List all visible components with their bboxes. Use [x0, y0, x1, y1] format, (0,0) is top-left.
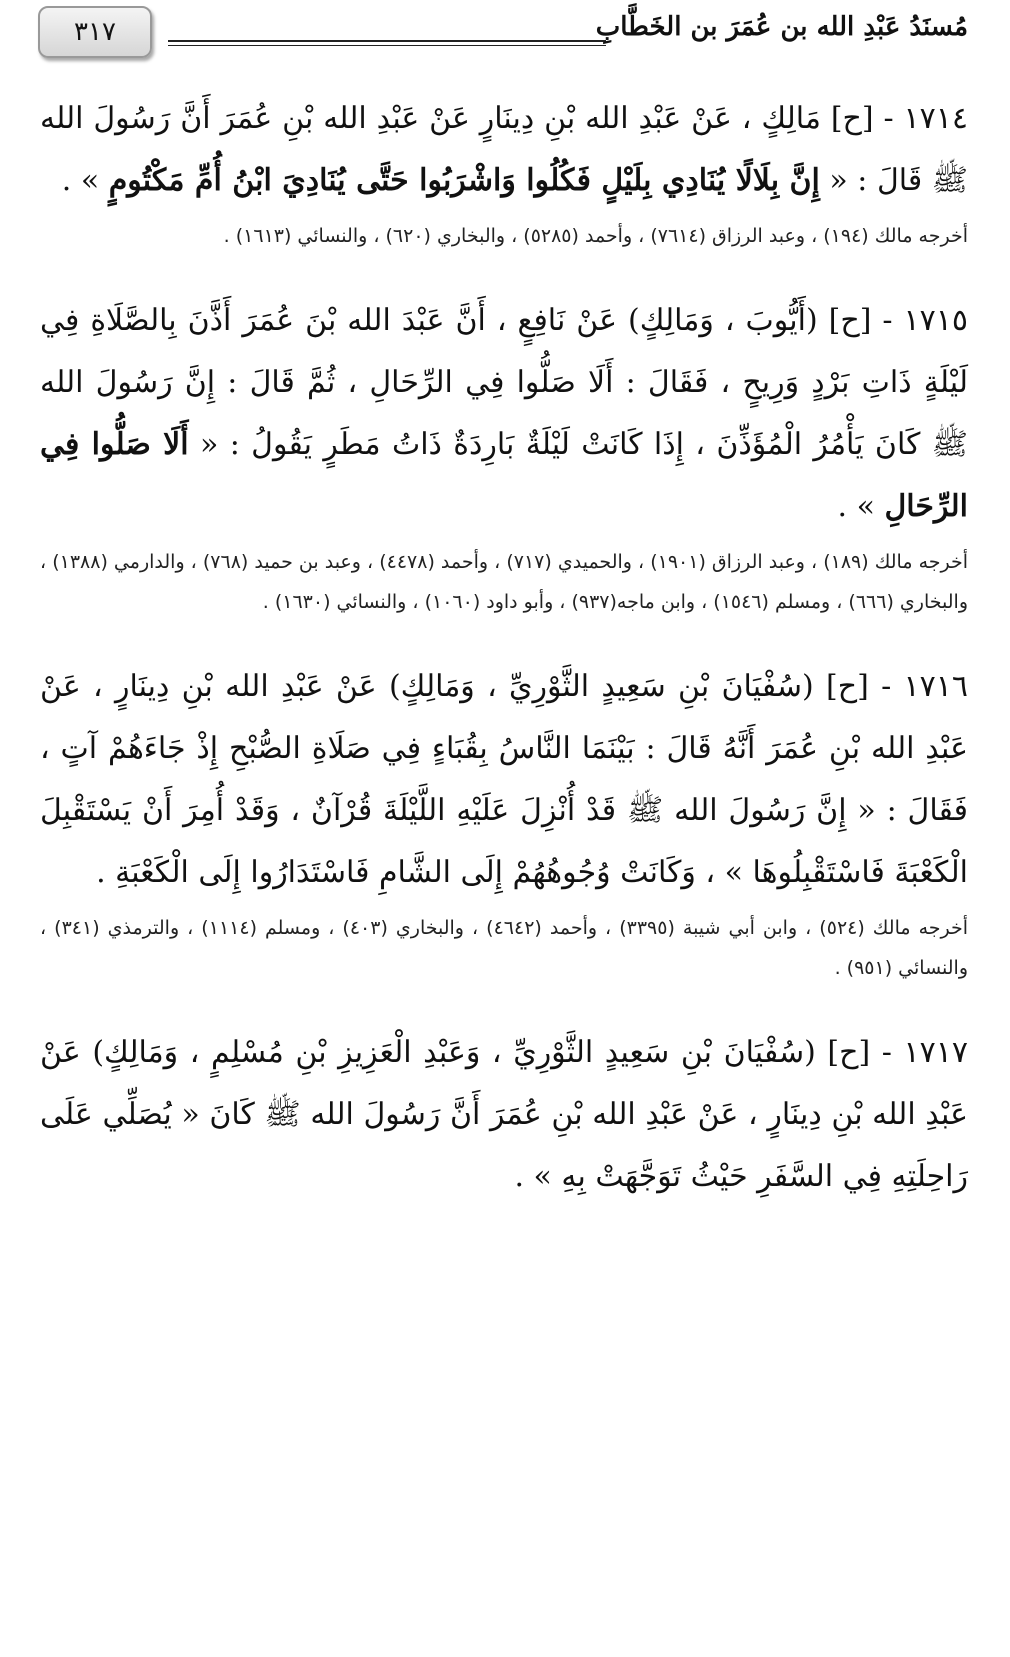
hadith-text: [40, 290, 968, 538]
hadith-text: [40, 656, 968, 904]
hadith-text-after: » .: [837, 489, 885, 524]
page-header: [38, 6, 968, 62]
running-title: مُسنَدُ عَبْدِ الله بن عُمَرَ بن الخَطَّابِ: [595, 12, 968, 42]
page-content: [40, 88, 968, 1242]
page-number-badge: ٣١٧: [38, 6, 152, 58]
hadith-1714: [40, 88, 968, 256]
hadith-text-before: ١٧١٥ - [ح] (أَيُّوبَ ، وَمَالِكٍ) عَنْ نَافِعٍ ، أَنَّ عَبْدَ الله بْنَ عُمَرَ أَذَّنَ بِالصَّلَاةِ فِي لَيْلَةٍ ذَاتِ بَرْدٍ وَرِيحٍ ، فَقَالَ : أَلَا صَلُّوا فِي الرِّحَالِ ، ثُمَّ قَالَ : إِنَّ رَسُولَ الله ﷺ كَانَ يَأْمُرُ الْمُؤَذِّنَ ، إِذَا كَانَتْ لَيْلَةٌ بَارِدَةٌ ذَاتُ مَطَرٍ يَقُولُ : «: [40, 303, 968, 462]
hadith-quote: أَلَا صَلُّوا فِي الرِّحَالِ: [40, 427, 968, 524]
hadith-quote: إِنَّ بِلَالًا يُنَادِي بِلَيْلٍ فَكُلُوا وَاشْرَبُوا حَتَّى يُنَادِيَ ابْنُ أُمِّ مَكْتُومٍ: [108, 163, 820, 198]
header-rule: [168, 40, 606, 46]
hadith-text: [40, 1022, 968, 1208]
takhrij-note: أخرجه مالك (١٩٤) ، وعبد الرزاق (٧٦١٤) ، وأحمد (٥٢٨٥) ، والبخاري (٦٢٠) ، والنسائي (١٦١٣) .: [223, 225, 968, 247]
hadith-text-before: ١٧١٧ - [ح] (سُفْيَانَ بْنِ سَعِيدٍ الثَّوْرِيِّ ، وَعَبْدِ الْعَزِيزِ بْنِ مُسْلِمٍ ، وَمَالِكٍ) عَنْ عَبْدِ الله بْنِ دِينَارٍ ، عَنْ عَبْدِ الله بْنِ عُمَرَ أَنَّ رَسُولَ الله ﷺ كَانَ « يُصَلِّي عَلَى رَاحِلَتِهِ فِي السَّفَرِ حَيْثُ تَوَجَّهَتْ بِهِ » .: [40, 1035, 968, 1194]
hadith-text-before: ١٧١٤ - [ح] مَالِكٍ ، عَنْ عَبْدِ الله بْنِ دِينَارٍ عَنْ عَبْدِ الله بْنِ عُمَرَ أَنَّ رَسُولَ الله ﷺ قَالَ : «: [40, 101, 968, 198]
hadith-1717: [40, 1022, 968, 1208]
hadith-1715: [40, 290, 968, 622]
hadith-text: [40, 88, 968, 212]
takhrij-note: أخرجه مالك (٥٢٤) ، وابن أبي شيبة (٣٣٩٥) ، وأحمد (٤٦٤٢) ، والبخاري (٤٠٣) ، ومسلم (١١١٤) ، والترمذي (٣٤١) ، والنسائي (٩٥١) .: [40, 917, 969, 979]
hadith-1716: [40, 656, 968, 988]
hadith-text-after: » .: [61, 163, 109, 198]
hadith-text-before: ١٧١٦ - [ح] (سُفْيَانَ بْنِ سَعِيدٍ الثَّوْرِيِّ ، وَمَالِكٍ) عَنْ عَبْدِ الله بْنِ دِينَارٍ ، عَنْ عَبْدِ الله بْنِ عُمَرَ أَنَّهُ قَالَ : بَيْنَمَا النَّاسُ بِقُبَاءٍ فِي صَلَاةِ الصُّبْحِ إِذْ جَاءَهُمْ آتٍ ، فَقَالَ : « إِنَّ رَسُولَ الله ﷺ قَدْ أُنْزِلَ عَلَيْهِ اللَّيْلَةَ قُرْآنٌ ، وَقَدْ أُمِرَ أَنْ يَسْتَقْبِلَ الْكَعْبَةَ فَاسْتَقْبِلُوهَا » ، وَكَانَتْ وُجُوهُهُمْ إِلَى الشَّامِ فَاسْتَدَارُوا إِلَى الْكَعْبَةِ .: [40, 669, 968, 890]
takhrij-note: أخرجه مالك (١٨٩) ، وعبد الرزاق (١٩٠١) ، والحميدي (٧١٧) ، وأحمد (٤٤٧٨) ، وعبد بن حميد (٧٦٨) ، والدارمي (١٣٨٨) ، والبخاري (٦٦٦) ، ومسلم (١٥٤٦) ، وابن ماجه(٩٣٧) ، وأبو داود (١٠٦٠) ، والنسائي (١٦٣٠) .: [40, 551, 969, 613]
